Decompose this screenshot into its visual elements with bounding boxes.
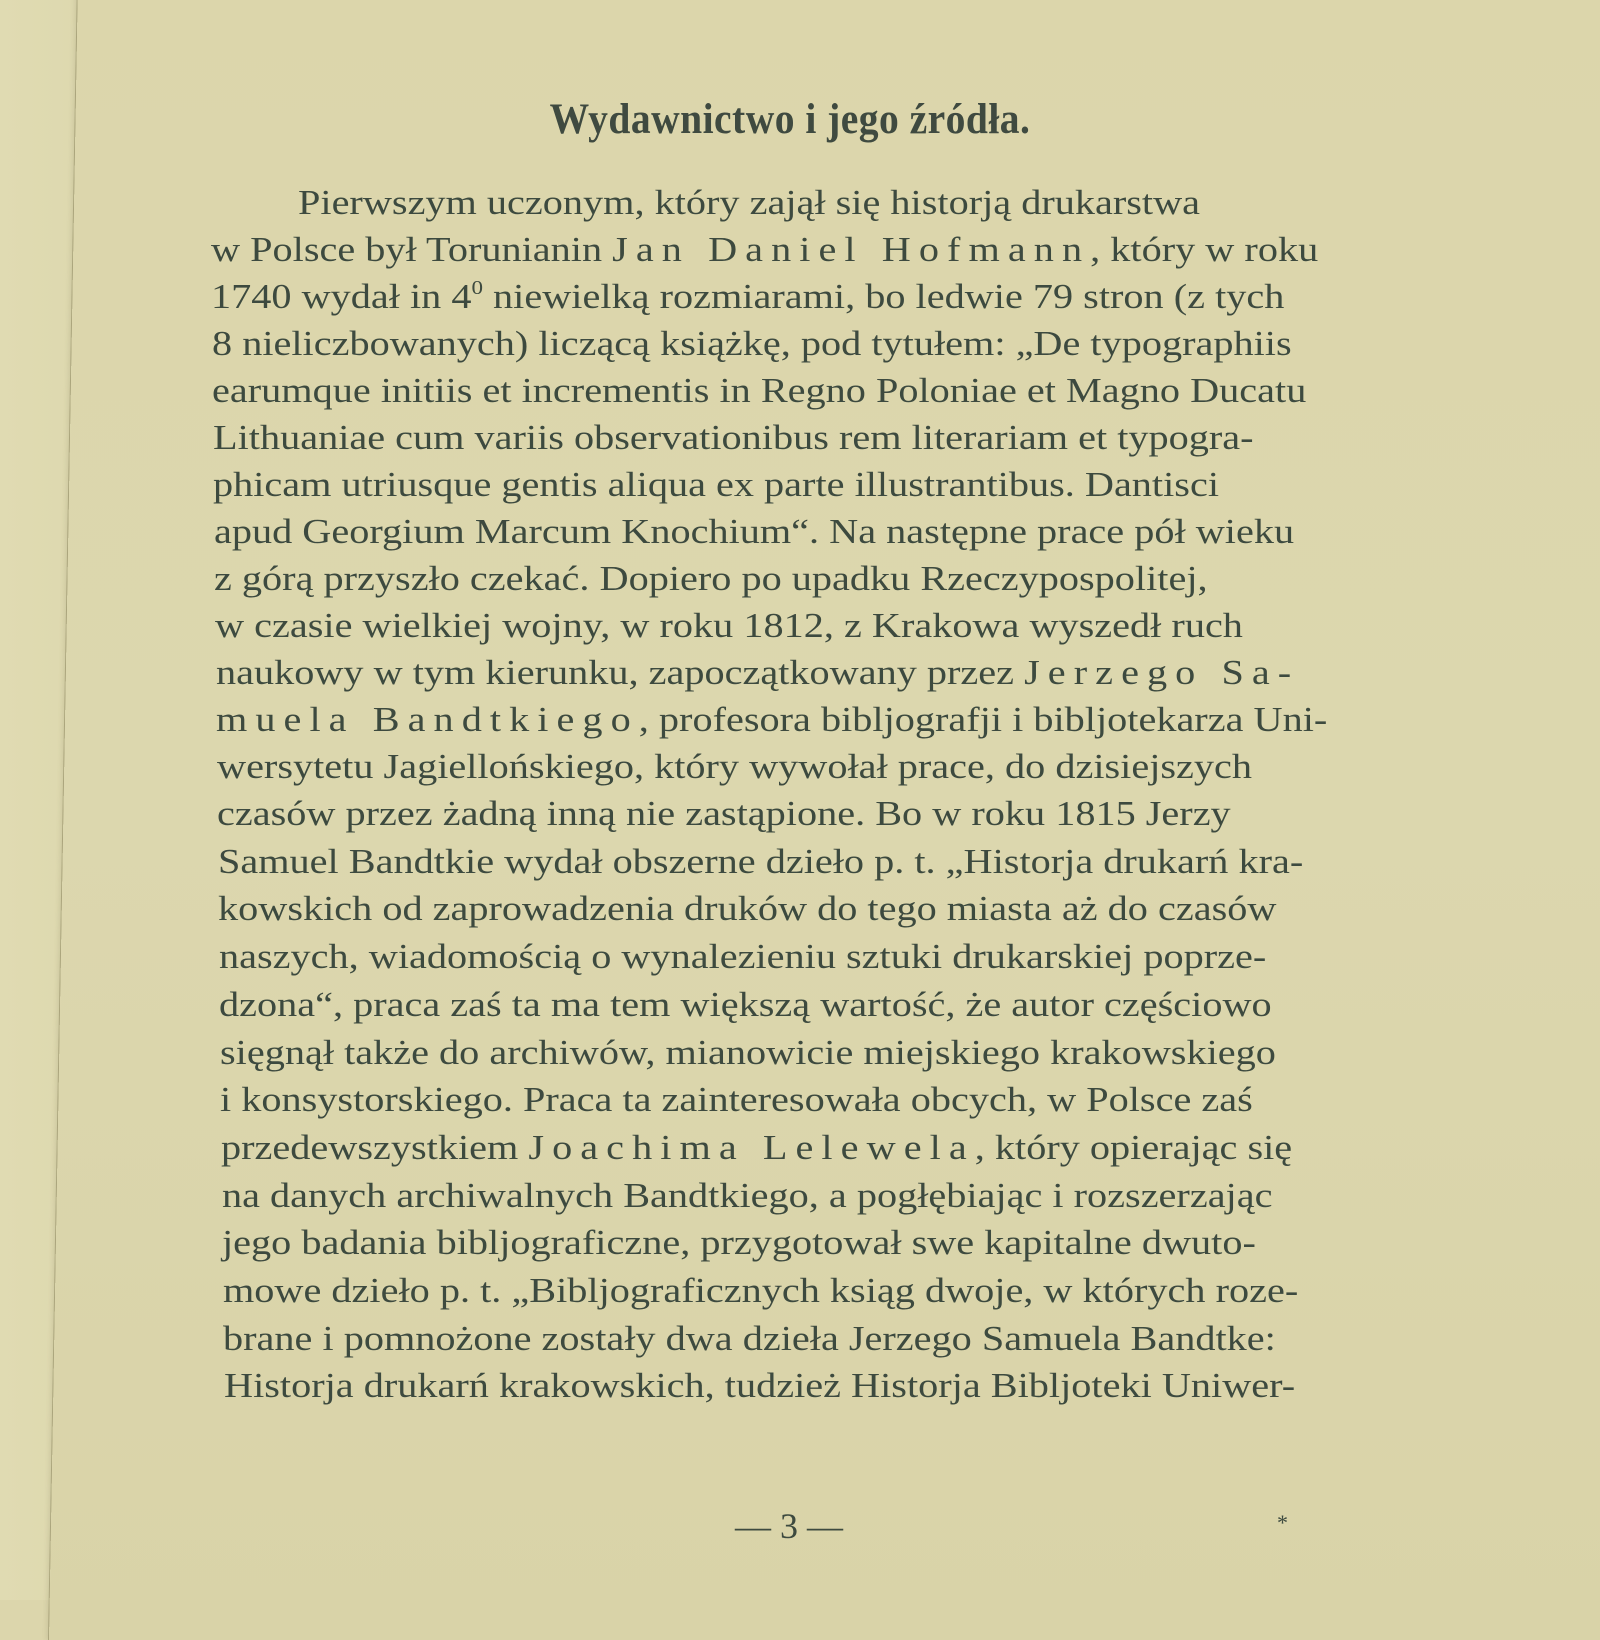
text-line [216,653,1299,693]
text-line [214,559,1208,599]
text-segment: , profesora bibljografji i bibljotekarza Uni- [638,700,1328,739]
text-segment: apud Georgium Marcum Knochium“. Na następne prace pół wieku [213,512,1294,551]
text-line [216,700,1327,740]
spaced-name: Joachima Lelewela [528,1127,975,1167]
text-line [222,1223,1256,1263]
text-segment: earumque initiis et incrementis in Regno Poloniae et Magno Ducatu [212,371,1307,410]
text-segment: Pierwszym uczonym, który zajął się historją drukarstwa [298,183,1201,222]
text-segment: brane i pomnożone zostały dwa dzieła Jerzego Samuela Bandtke: [223,1318,1277,1358]
text-line [212,371,1306,411]
text-line [223,1271,1298,1311]
text-line [211,277,1284,317]
text-line [222,1176,1272,1216]
text-line [220,1033,1276,1073]
text-segment: mowe dzieło p. t. „Bibljograficznych ksiąg dwoje, w których roze- [222,1271,1298,1310]
spaced-name: Jan Daniel Hofmann [611,230,1090,269]
text-line [217,747,1252,787]
text-segment: z górą przyszło czekać. Dopiero po upadku Rzeczypospolitej, [214,559,1208,598]
text-line [213,465,1219,505]
signature-mark: * [1277,1510,1288,1535]
text-line [219,937,1266,977]
text-segment: Historja drukarń krakowskich, tudzież Historja Bibljoteki Uniwer- [223,1366,1295,1406]
text-segment: przedewszystkiem [221,1127,529,1167]
spaced-name: Jerzego Sa- [1023,653,1299,692]
text-line [219,985,1272,1025]
text-line [212,324,1292,364]
text-line [223,1319,1276,1359]
text-segment: 1740 wydał in 4 [211,277,472,316]
text-segment: niewielką rozmiarami, bo ledwie 79 stron (z tych [483,277,1285,316]
text-line [224,1366,1295,1406]
text-segment: i konsystorskiego. Praca ta zainteresowała obcych, w Polsce zaś [220,1080,1254,1120]
text-segment: Lithuaniae cum variis observationibus rem literariam et typogra- [212,418,1254,457]
text-line [218,842,1303,882]
text-line [220,1080,1253,1120]
page-number: — 3 — [735,1506,843,1546]
text-line [213,418,1254,458]
text-segment: kowskich od zaprowadzenia druków do tego miasta aż do czasów [218,889,1277,929]
text-line [217,794,1231,834]
superscript: 0 [471,277,484,299]
text-segment: w czasie wielkiej wojny, w roku 1812, z Krakowa wyszedł ruch [214,606,1243,645]
text-line [214,512,1294,552]
text-line [218,889,1276,929]
text-segment: czasów przez żadną inną nie zastąpione. Bo w roku 1815 Jerzy [217,794,1231,833]
text-line [298,183,1200,223]
text-line [211,230,1318,270]
spaced-name: muela Bandtkiego [216,700,639,739]
text-segment: sięgnął także do archiwów, mianowicie miejskiego krakowskiego [219,1032,1276,1072]
text-segment: phicam utriusque gentis aliqua ex parte illustrantibus. Dantisci [213,465,1220,504]
text-segment: na danych archiwalnych Bandtkiego, a pogłębiając i rozszerzając [221,1175,1273,1215]
text-segment: w Polsce był Torunianin [210,230,612,269]
text-segment: naukowy w tym kierunku, zapoczątkowany przez [215,653,1024,692]
text-segment: wersytetu Jagiellońskiego, który wywołał prace, do dzisiejszych [216,747,1252,786]
text-line [215,606,1243,646]
text-segment: naszych, wiadomością o wynalezieniu sztuki drukarskiej poprze- [218,937,1267,977]
text-segment: jego badania bibljograficzne, przygotował swe kapitalne dwuto- [222,1223,1256,1263]
text-segment: 8 nieliczbowanych) liczącą książkę, pod tytułem: „De typographiis [211,324,1292,363]
text-line [221,1128,1292,1168]
text-segment: , który w roku [1089,230,1318,269]
text-segment: Samuel Bandtkie wydał obszerne dzieło p. t. „Historja drukarń kra- [217,841,1303,881]
text-segment: dzona“, praca zaś ta ma tem większą wartość, że autor częściowo [219,984,1273,1024]
chapter-heading: Wydawnictwo i jego źródła. [549,96,1031,143]
text-segment: , który opierając się [974,1127,1293,1167]
